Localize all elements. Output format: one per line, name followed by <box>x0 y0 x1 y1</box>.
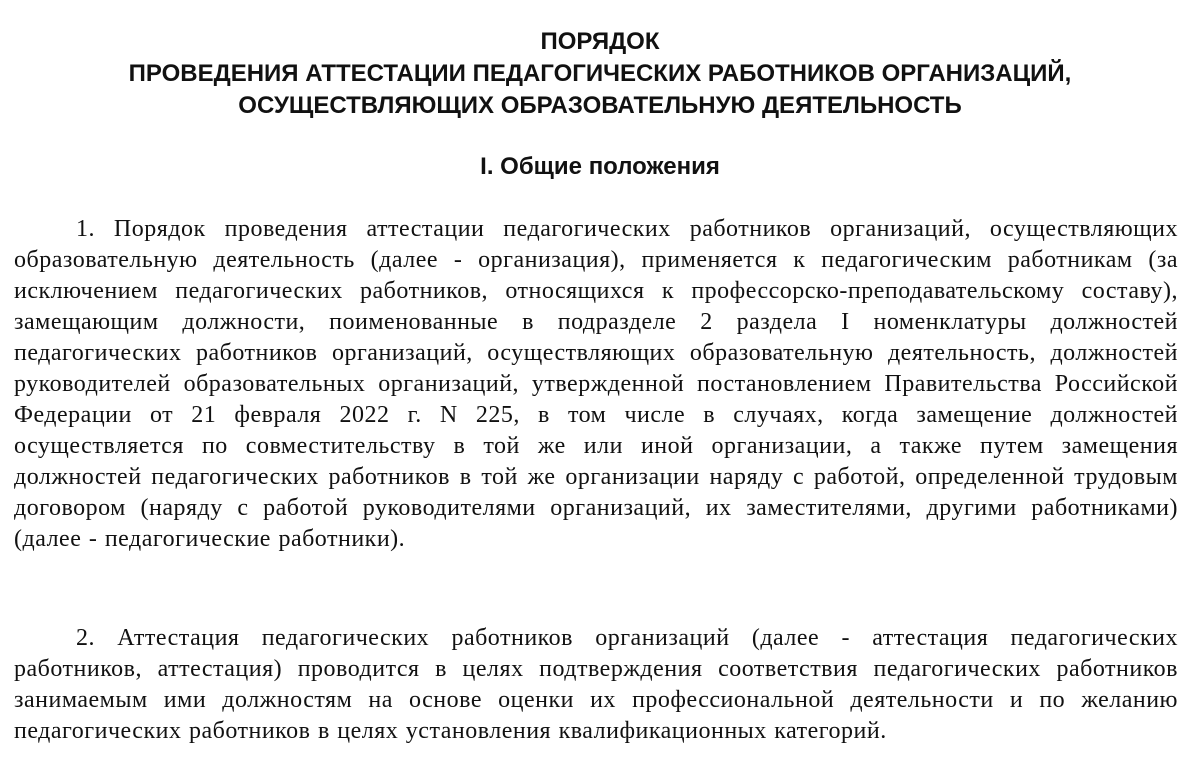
paragraph-2: 2. Аттестация педагогических работников организаций (далее - аттестация педагогических работников, аттестация) проводится в целях подтверждения соответствия педагогических работников занимаемым ими должностям на основе оценки их профессиональной деятельности и по желанию педагогических работников в целях установления квалификационных категорий. <box>14 625 1178 744</box>
title-line-2: ПРОВЕДЕНИЯ АТТЕСТАЦИИ ПЕДАГОГИЧЕСКИХ РАБОТНИКОВ ОРГАНИЗАЦИЙ, <box>128 60 1072 87</box>
title-line-1: ПОРЯДОК <box>540 28 660 55</box>
section-heading: I. Общие положения <box>480 153 720 180</box>
title-line-3: ОСУЩЕСТВЛЯЮЩИХ ОБРАЗОВАТЕЛЬНУЮ ДЕЯТЕЛЬНОСТЬ <box>238 92 962 119</box>
section-heading-block <box>0 151 1200 183</box>
paragraph-1: 1. Порядок проведения аттестации педагогических работников организаций, осуществляющих образовательную деятельность (далее - организация), применяется к педагогическим работникам (за исключением педагогических работников, относящихся к профессорско-преподавательскому составу), замещающим должности, поименованные в подразделе 2 раздела I номенклатуры должностей педагогических работников организаций, осуществляющих образовательную деятельность, должностей руководителей образовательных организаций, утвержденной постановлением Правительства Российской Федерации от 21 февраля 2022 г. N 225, в том числе в случаях, когда замещение должностей осуществляется по совместительству в той же или иной организации, а также путем замещения должностей педагогических работников в той же организации наряду с работой, определенной трудовым договором (наряду с работой руководителями организаций, их заместителями, другими работниками) (далее - педагогические работники). <box>14 216 1178 552</box>
document-title <box>0 26 1200 122</box>
